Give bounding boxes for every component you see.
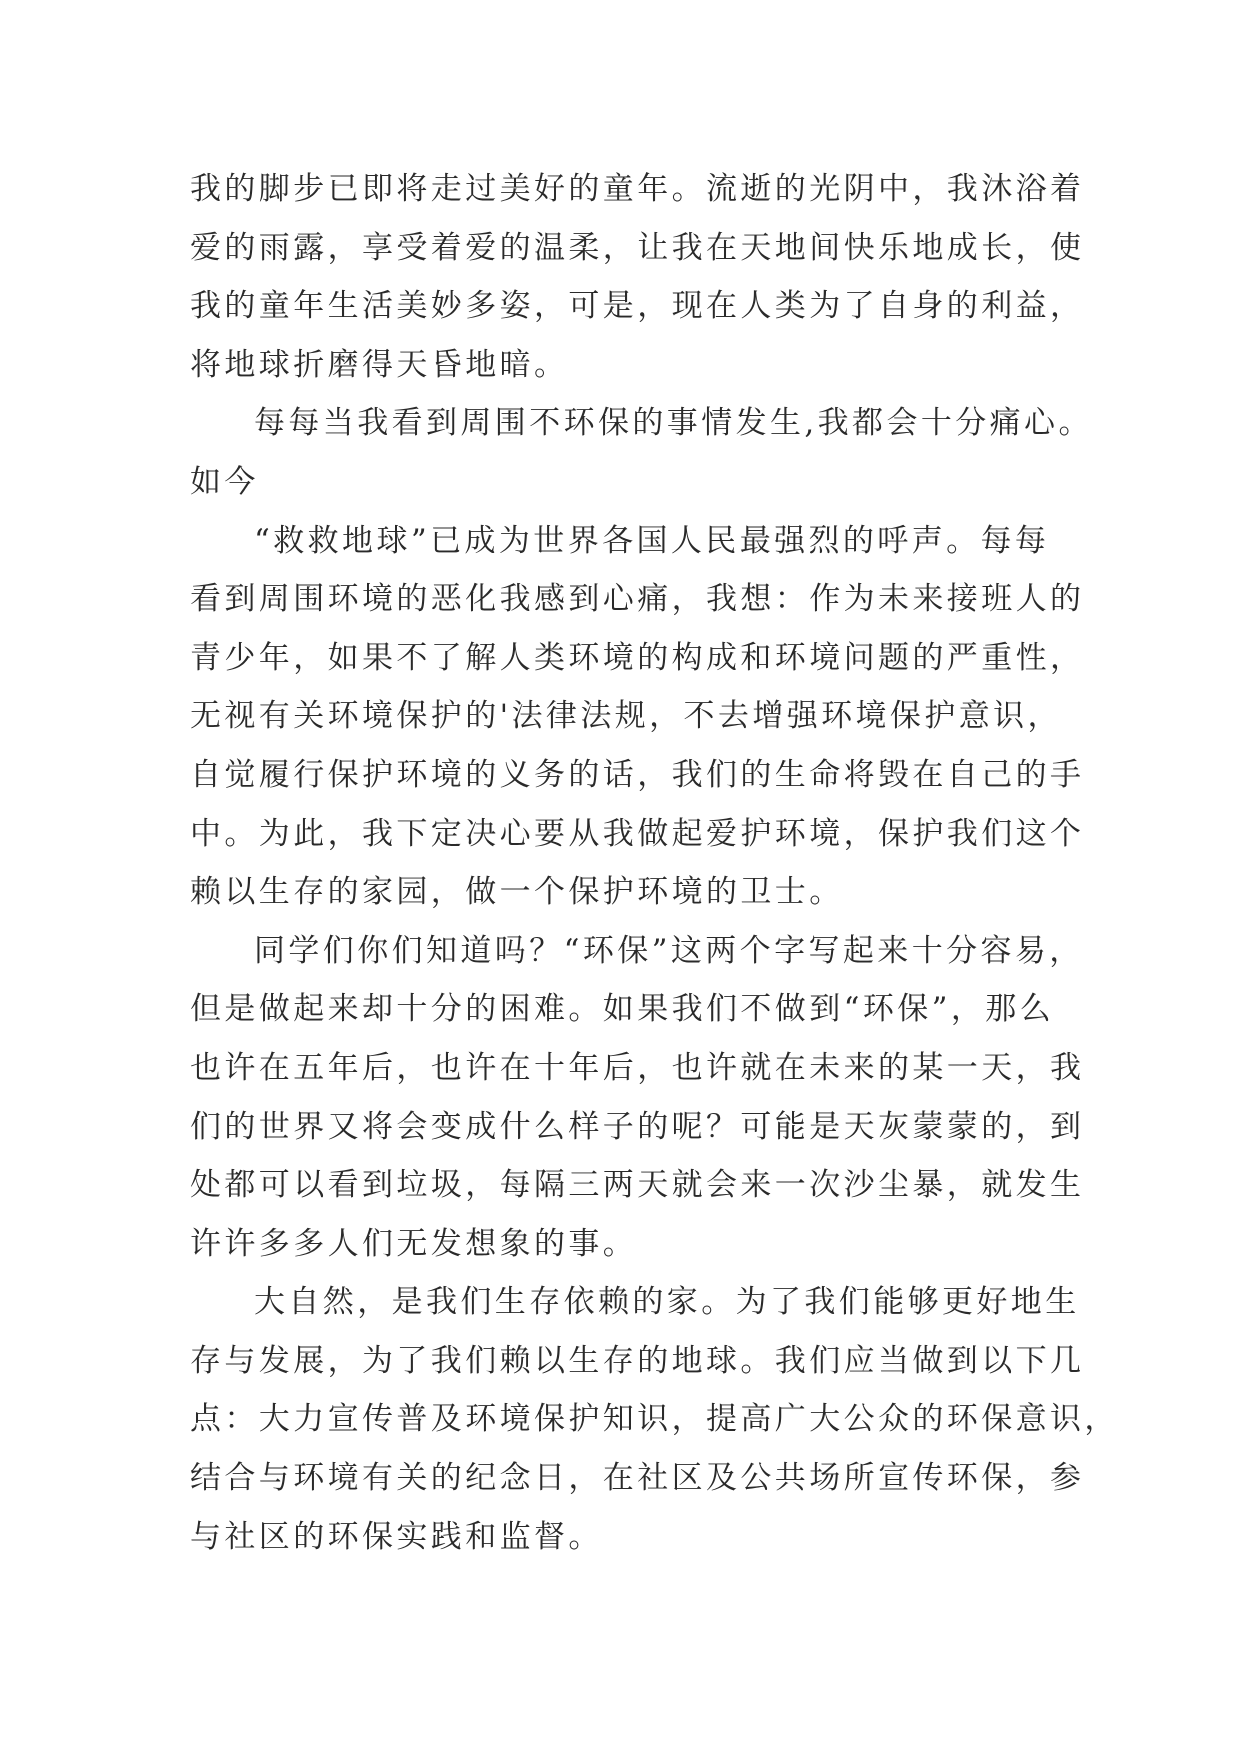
text-line: 处都可以看到垃圾，每隔三两天就会来一次沙尘暴，就发生 <box>190 1167 1085 1204</box>
text-line: 自觉履行保护环境的义务的话，我们的生命将毁在自己的手 <box>190 756 1085 793</box>
text-line: 青少年，如果不了解人类环境的构成和环境问题的严重性， <box>190 639 1085 676</box>
text-line: 也许在五年后，也许在十年后，也许就在未来的某一天，我 <box>190 1049 1085 1086</box>
text-line: 许许多多人们无发想象的事。 <box>190 1225 638 1262</box>
text-line: 无视有关环境保护的'法律法规，不去增强环境保护意识， <box>190 698 1062 735</box>
text-line: 大自然，是我们生存依赖的家。为了我们能够更好地生 <box>254 1284 1080 1321</box>
text-line: 结合与环境有关的纪念日，在社区及公共场所宣传环保，参 <box>190 1460 1085 1497</box>
text-line: 如今 <box>190 463 259 500</box>
document-body <box>190 160 1119 1566</box>
text-line: 看到周围环境的恶化我感到心痛，我想：作为未来接班人的 <box>190 581 1085 618</box>
text-line: 与社区的环保实践和监督。 <box>190 1518 603 1555</box>
text-line: 我的脚步已即将走过美好的童年。流逝的光阴中，我沐浴着 <box>190 171 1085 207</box>
text-line: 将地球折磨得天昏地暗。 <box>190 346 569 383</box>
text-line: 同学们你们知道吗？“环保”这两个字写起来十分容易， <box>254 932 1084 969</box>
text-line: 中。为此，我下定决心要从我做起爱护环境，保护我们这个 <box>190 815 1085 852</box>
text-line: 每每当我看到周围不环保的事情发生,我都会十分痛心。 <box>254 405 1093 442</box>
text-line: 但是做起来却十分的困难。如果我们不做到“环保”，那么 <box>190 991 1055 1028</box>
text-line: 们的世界又将会变成什么样子的呢？可能是天灰蒙蒙的，到 <box>190 1108 1085 1145</box>
text-line: 点：大力宣传普及环境保护知识，提高广大公众的环保意识， <box>190 1401 1119 1438</box>
text-line: 赖以生存的家园，做一个保护环境的卫士。 <box>190 874 844 911</box>
text-line: 我的童年生活美妙多姿，可是，现在人类为了自身的利益， <box>190 288 1085 325</box>
text-line: 爱的雨露，享受着爱的温柔，让我在天地间快乐地成长，使 <box>190 229 1085 266</box>
text-line: “救救地球”已成为世界各国人民最强烈的呼声。每每 <box>254 522 1050 559</box>
text-line: 存与发展，为了我们赖以生存的地球。我们应当做到以下几 <box>190 1342 1085 1379</box>
